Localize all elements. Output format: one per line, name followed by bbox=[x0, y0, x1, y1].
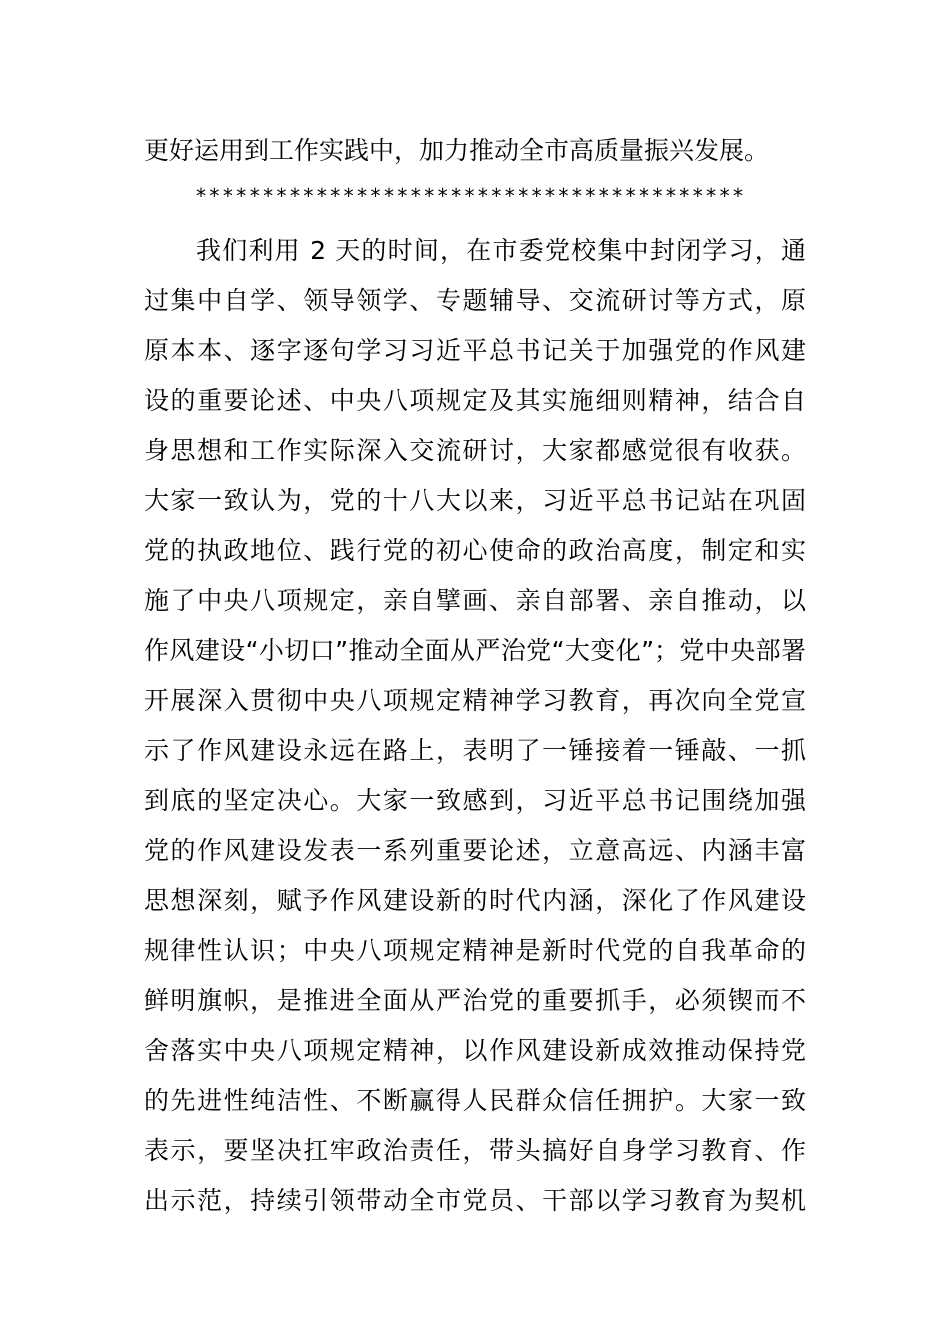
paragraph-line: 规律性认识；中央八项规定精神是新时代党的自我革命的 bbox=[144, 936, 806, 965]
paragraph-line: 示了作风建设永远在路上，表明了一锤接着一锤敲、一抓 bbox=[144, 736, 806, 765]
paragraph-line: 施了中央八项规定，亲自擘画、亲自部署、亲自推动，以 bbox=[144, 586, 806, 615]
intro-line: 更好运用到工作实践中，加力推动全市高质量振兴发展。 bbox=[144, 136, 770, 165]
paragraph-line: 鲜明旗帜，是推进全面从严治党的重要抓手，必须锲而不 bbox=[144, 986, 806, 1015]
paragraph-line: 舍落实中央八项规定精神，以作风建设新成效推动保持党 bbox=[144, 1036, 806, 1065]
paragraph-line: 出示范，持续引领带动全市党员、干部以学习教育为契机 bbox=[144, 1186, 806, 1215]
paragraph-line: 我们利用 2 天的时间，在市委党校集中封闭学习，通 bbox=[196, 236, 806, 265]
paragraph-line: 设的重要论述、中央八项规定及其实施细则精神，结合自 bbox=[144, 386, 806, 415]
paragraph-line: 过集中自学、领导领学、专题辅导、交流研讨等方式，原 bbox=[144, 286, 806, 315]
paragraph-line: 到底的坚定决心。大家一致感到，习近平总书记围绕加强 bbox=[144, 786, 806, 815]
paragraph-line: 党的执政地位、践行党的初心使命的政治高度，制定和实 bbox=[144, 536, 806, 565]
paragraph-line: 的先进性纯洁性、不断赢得人民群众信任拥护。大家一致 bbox=[144, 1086, 806, 1115]
paragraph-line: 大家一致认为，党的十八大以来，习近平总书记站在巩固 bbox=[144, 486, 806, 515]
section-separator: ***************************************** bbox=[196, 184, 747, 208]
paragraph-line: 思想深刻，赋予作风建设新的时代内涵，深化了作风建设 bbox=[144, 886, 806, 915]
paragraph-line: 表示，要坚决扛牢政治责任，带头搞好自身学习教育、作 bbox=[144, 1136, 806, 1165]
paragraph-line: 原本本、逐字逐句学习习近平总书记关于加强党的作风建 bbox=[144, 336, 806, 365]
paragraph-line: 身思想和工作实际深入交流研讨，大家都感觉很有收获。 bbox=[144, 436, 806, 465]
paragraph-line: 作风建设“小切口”推动全面从严治党“大变化”；党中央部署 bbox=[144, 636, 806, 665]
paragraph-line: 开展深入贯彻中央八项规定精神学习教育，再次向全党宣 bbox=[144, 686, 806, 715]
paragraph-line: 党的作风建设发表一系列重要论述，立意高远、内涵丰富 bbox=[144, 836, 806, 865]
